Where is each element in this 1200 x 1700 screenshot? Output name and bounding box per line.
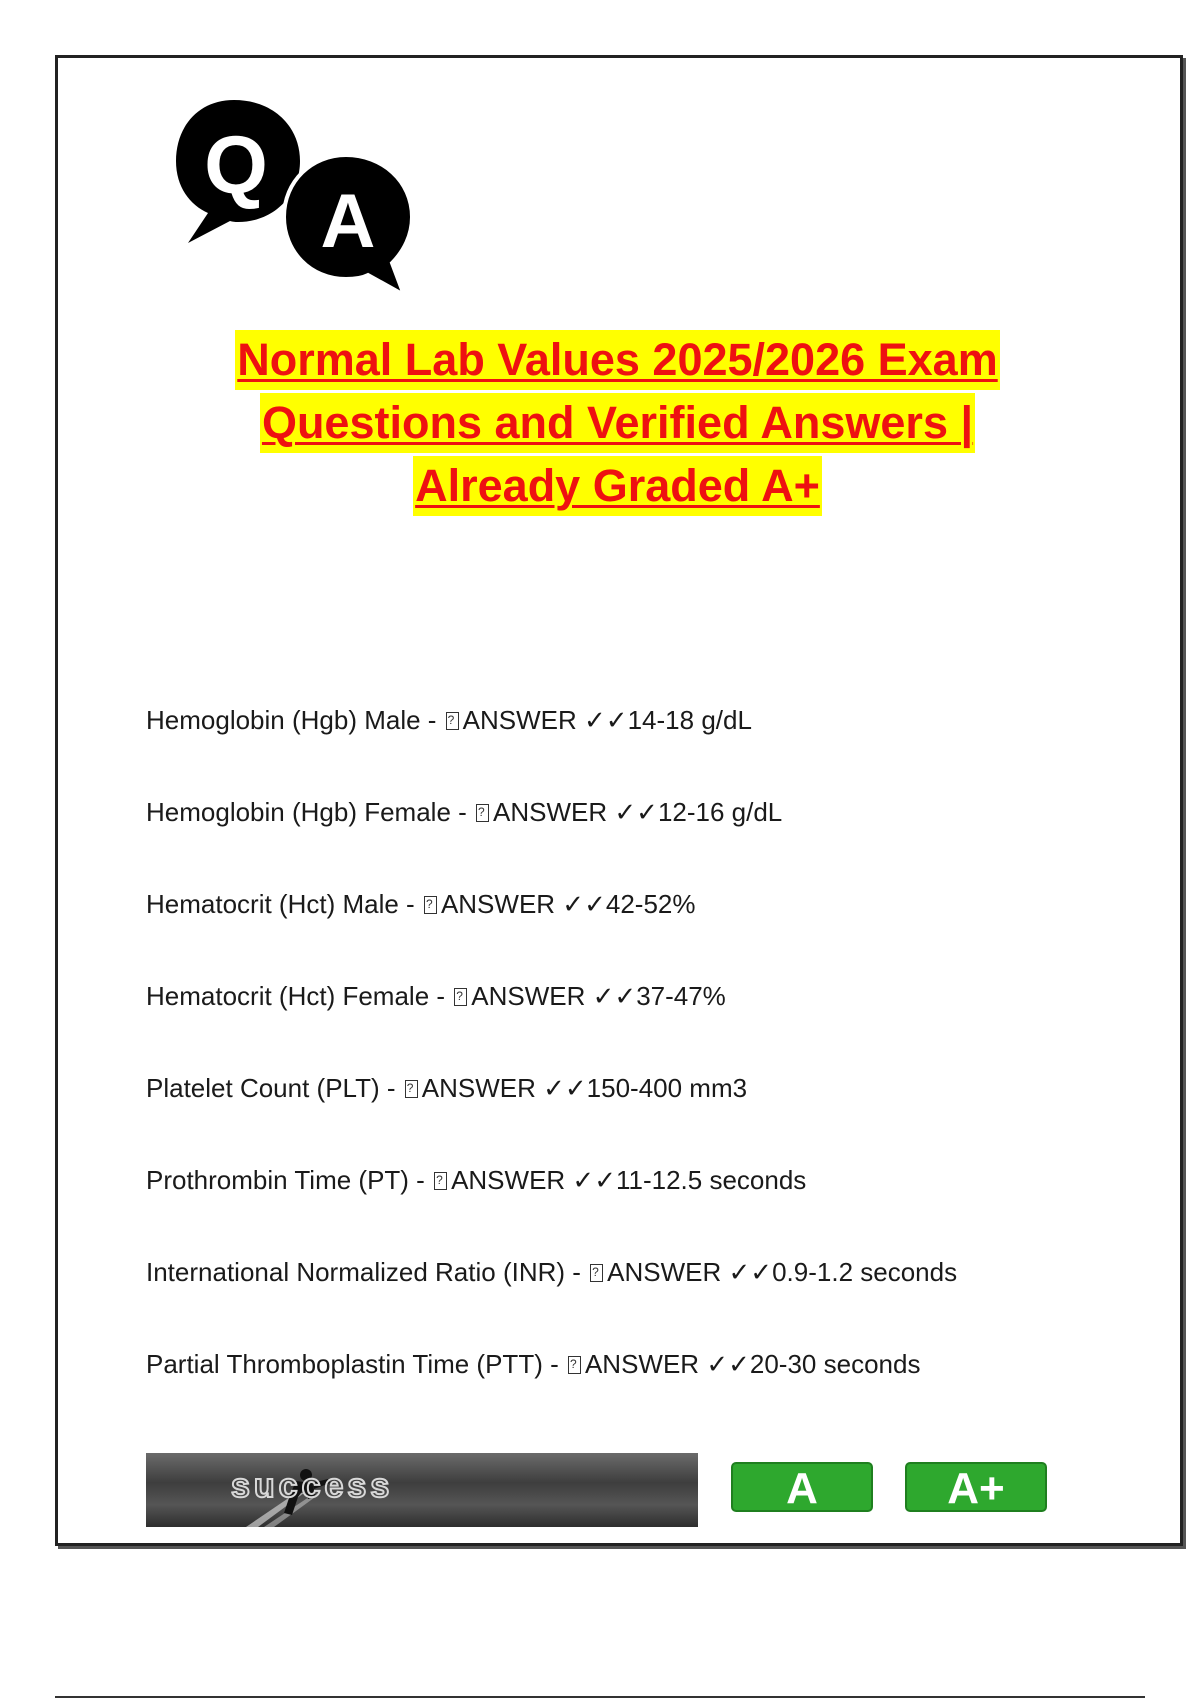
- banner-text: success: [231, 1467, 394, 1505]
- question-text: Hematocrit (Hct) Male: [146, 889, 399, 919]
- question-text: Prothrombin Time (PT): [146, 1165, 409, 1195]
- answer-text: 0.9-1.2 seconds: [772, 1257, 958, 1287]
- qa-speech-bubbles-logo: [168, 95, 418, 305]
- answer-text: 42-52%: [605, 889, 696, 919]
- separator: -: [542, 1349, 566, 1379]
- double-check-icon: ✓✓: [572, 1165, 616, 1195]
- qa-item: [146, 884, 1106, 976]
- missing-glyph-icon: [590, 1264, 603, 1282]
- logo-letter-a: A: [320, 179, 376, 264]
- success-banner-image: [146, 1453, 698, 1527]
- missing-glyph-icon: [405, 1080, 418, 1098]
- qa-item: [146, 1068, 1106, 1160]
- title-line-1: Normal Lab Values 2025/2026 Exam: [235, 330, 999, 390]
- q-bubble-icon: [176, 100, 300, 243]
- answer-text: 37-47%: [636, 981, 726, 1011]
- answer-text: 12-16 g/dL: [657, 797, 783, 827]
- double-check-icon: ✓✓: [706, 1349, 750, 1379]
- qa-item: [146, 792, 1106, 884]
- answer-text: 150-400 mm3: [586, 1073, 748, 1103]
- separator: -: [420, 705, 444, 735]
- double-check-icon: ✓✓: [543, 1073, 587, 1103]
- missing-glyph-icon: [446, 712, 459, 730]
- runner-icon: [146, 1453, 698, 1527]
- separator: -: [408, 1165, 433, 1195]
- missing-glyph-icon: [476, 804, 489, 822]
- answer-text: 20-30 seconds: [749, 1349, 921, 1379]
- question-text: Hematocrit (Hct) Female: [146, 981, 430, 1011]
- qa-item: [146, 1160, 1106, 1252]
- separator: -: [398, 889, 422, 919]
- question-text: Platelet Count (PLT): [146, 1073, 380, 1103]
- answer-text: 11-12.5 seconds: [615, 1165, 807, 1195]
- qa-item: [146, 976, 1106, 1068]
- double-check-icon: ✓✓: [562, 889, 606, 919]
- a-bubble-icon: [284, 155, 412, 295]
- question-text: International Normalized Ratio (INR): [146, 1257, 566, 1287]
- bottom-divider: [55, 1696, 1145, 1698]
- missing-glyph-icon: [424, 896, 437, 914]
- title-line-3: Already Graded A+: [413, 456, 822, 516]
- answer-label: ANSWER: [584, 1349, 707, 1379]
- document-title: [150, 330, 1085, 519]
- answer-label: ANSWER: [493, 797, 615, 827]
- qa-list: [146, 700, 1106, 1436]
- question-text: Partial Thromboplastin Time (PTT): [146, 1349, 543, 1379]
- missing-glyph-icon: [434, 1172, 447, 1190]
- double-check-icon: ✓✓: [614, 797, 658, 827]
- double-check-icon: ✓✓: [728, 1257, 773, 1287]
- double-check-icon: ✓✓: [584, 705, 628, 735]
- qa-item: [146, 700, 1106, 792]
- answer-label: ANSWER: [607, 1257, 729, 1287]
- title-line-2: Questions and Verified Answers |: [260, 393, 975, 453]
- logo-letter-q: Q: [204, 120, 268, 211]
- answer-label: ANSWER: [462, 705, 585, 735]
- separator: -: [565, 1257, 589, 1287]
- grade-a-badge: A: [731, 1462, 873, 1512]
- question-text: Hemoglobin (Hgb) Male: [146, 705, 421, 735]
- answer-label: ANSWER: [471, 981, 593, 1011]
- missing-glyph-icon: [454, 988, 467, 1006]
- qa-item: [146, 1344, 1106, 1436]
- separator: -: [429, 981, 453, 1011]
- question-text: Hemoglobin (Hgb) Female: [146, 797, 451, 827]
- missing-glyph-icon: [568, 1356, 581, 1374]
- answer-label: ANSWER: [421, 1073, 544, 1103]
- qa-item: [146, 1252, 1106, 1344]
- grade-aplus-badge: A+: [905, 1462, 1047, 1512]
- answer-label: ANSWER: [440, 889, 563, 919]
- answer-label: ANSWER: [451, 1165, 573, 1195]
- double-check-icon: ✓✓: [592, 981, 637, 1011]
- separator: -: [450, 797, 475, 827]
- answer-text: 14-18 g/dL: [627, 705, 752, 735]
- separator: -: [379, 1073, 403, 1103]
